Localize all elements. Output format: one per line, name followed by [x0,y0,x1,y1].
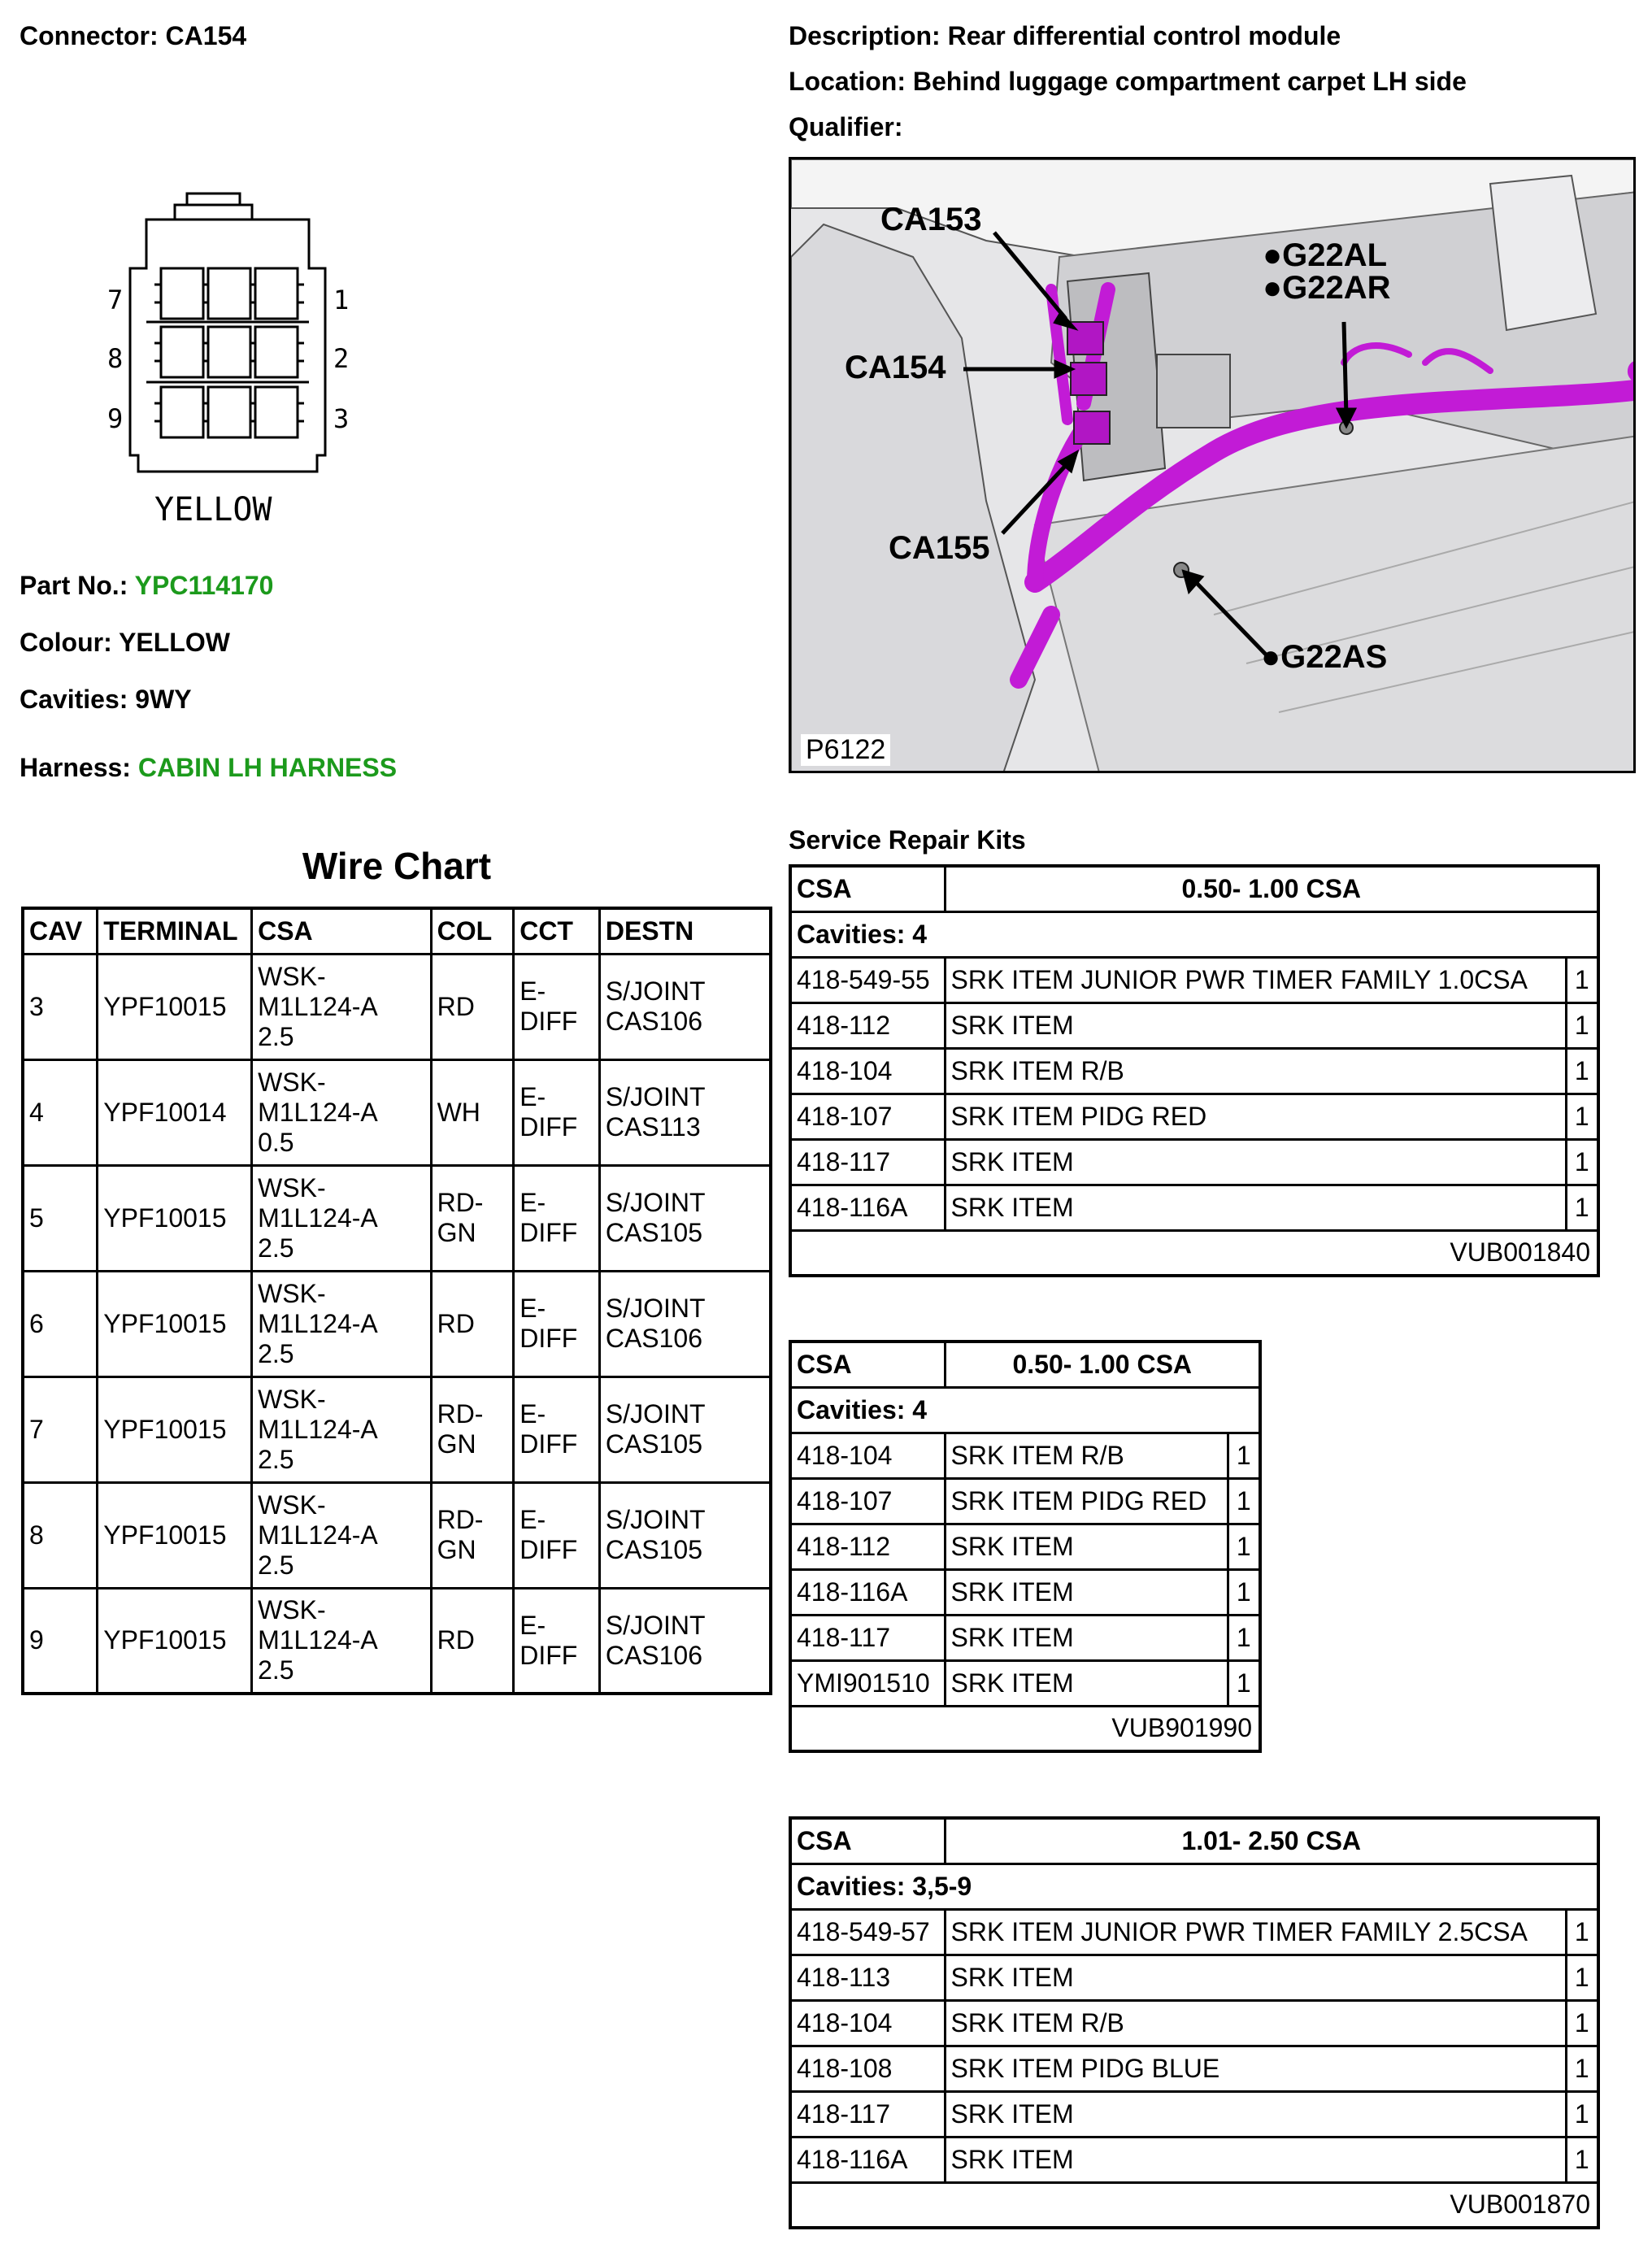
colour: Colour: YELLOW [20,628,230,657]
kit-item-description: SRK ITEM [945,2091,1566,2137]
kit-item-description: SRK ITEM R/B [945,1048,1566,1094]
kit-item-row [790,1185,1598,1230]
kit-item-code: 418-112 [790,1524,945,1569]
kit-item-code: YMI901510 [790,1660,945,1706]
kit-csa-label: CSA [790,866,945,911]
callout-ca155: CA155 [889,530,990,566]
cell-destn: S/JOINT CAS105 [599,1376,771,1482]
kit-item-code: 418-549-57 [790,1909,945,1955]
cell-cav: 7 [23,1376,98,1482]
kit-item-qty: 1 [1566,2046,1598,2091]
kit-item-row [790,1433,1260,1478]
cell-cct: E- DIFF [514,1588,600,1694]
kit-item-description: SRK ITEM PIDG RED [945,1478,1228,1524]
photo-reference: P6122 [801,734,890,766]
cell-col: RD [431,1271,514,1376]
kit-item-qty: 1 [1228,1478,1260,1524]
kit-item-row [790,2000,1598,2046]
kit-item-qty: 1 [1566,1002,1598,1048]
pin-2-label: 2 [333,343,350,374]
kit-item-code: 418-116A [790,1185,945,1230]
kit-cavities-row [790,911,1598,957]
kit-item-code: 418-104 [790,1433,945,1478]
cell-col: RD [431,1588,514,1694]
kit-csa-label: CSA [790,1342,945,1387]
kit-item-description: SRK ITEM PIDG BLUE [945,2046,1566,2091]
kit-item-code: 418-117 [790,1139,945,1185]
cell-cav: 3 [23,954,98,1059]
cell-destn: S/JOINT CAS113 [599,1059,771,1165]
repair-kit-table [789,864,1600,1277]
kit-item-code: 418-107 [790,1094,945,1139]
kit-item-code: 418-108 [790,2046,945,2091]
callout-ca153: CA153 [880,202,982,237]
cell-col: RD- GN [431,1482,514,1588]
header-cav: CAV [23,908,98,954]
cell-cct: E- DIFF [514,1482,600,1588]
kit-item-description: SRK ITEM [945,1524,1228,1569]
wire-chart-header-row [23,908,771,954]
kit-header-row [790,1342,1260,1387]
kit-item-qty: 1 [1228,1524,1260,1569]
cell-cav: 9 [23,1588,98,1694]
location: Location: Behind luggage compartment carpet LH side [789,67,1467,96]
cell-csa: WSK- M1L124-A 2.5 [252,954,431,1059]
header-col: COL [431,908,514,954]
repair-kit-table [789,1340,1262,1753]
kit-item-description: SRK ITEM R/B [945,1433,1228,1478]
kit-item-qty: 1 [1566,1185,1598,1230]
wire-chart-row [23,954,771,1059]
kit-footer-row [790,1230,1598,1276]
cell-terminal: YPF10015 [98,1165,252,1271]
kit-item-description: SRK ITEM R/B [945,2000,1566,2046]
kit-item-code: 418-104 [790,2000,945,2046]
kit-csa-range: 1.01- 2.50 CSA [945,1818,1598,1863]
kit-item-code: 418-549-55 [790,957,945,1002]
callout-g22ar: ●G22AR [1263,270,1391,306]
kit-item-qty: 1 [1566,1909,1598,1955]
callout-ca154: CA154 [845,350,946,385]
kit-header-row [790,866,1598,911]
kit-csa-label: CSA [790,1818,945,1863]
qualifier: Qualifier: [789,112,903,141]
kit-number: VUB001840 [790,1230,1598,1276]
cell-destn: S/JOINT CAS106 [599,1271,771,1376]
kit-item-code: 418-116A [790,1569,945,1615]
pin-7-label: 7 [107,285,124,315]
cell-csa: WSK- M1L124-A 2.5 [252,1165,431,1271]
kit-cavities: Cavities: 3,5-9 [790,1863,1598,1909]
kit-csa-range: 0.50- 1.00 CSA [945,1342,1260,1387]
kit-item-code: 418-116A [790,2137,945,2182]
kit-item-row [790,1139,1598,1185]
wire-chart-title: Wire Chart [302,845,492,887]
cell-terminal: YPF10014 [98,1059,252,1165]
kit-item-row [790,1615,1260,1660]
kit-item-qty: 1 [1566,957,1598,1002]
kit-item-description: SRK ITEM [945,2137,1566,2182]
kit-item-description: SRK ITEM PIDG RED [945,1094,1566,1139]
service-repair-kits-title: Service Repair Kits [789,825,1026,855]
cell-col: RD- GN [431,1165,514,1271]
pin-1-label: 1 [333,285,350,315]
kit-cavities: Cavities: 4 [790,911,1598,957]
header-terminal: TERMINAL [98,908,252,954]
cell-terminal: YPF10015 [98,1376,252,1482]
cell-csa: WSK- M1L124-A 0.5 [252,1059,431,1165]
kit-item-row [790,2046,1598,2091]
cell-destn: S/JOINT CAS105 [599,1482,771,1588]
kit-item-code: 418-117 [790,1615,945,1660]
kit-item-row [790,1955,1598,2000]
kit-item-qty: 1 [1566,2000,1598,2046]
cell-cct: E- DIFF [514,954,600,1059]
kit-item-row [790,2091,1598,2137]
cell-cct: E- DIFF [514,1271,600,1376]
kit-item-description: SRK ITEM [945,1139,1566,1185]
kit-item-qty: 1 [1566,2091,1598,2137]
pin-8-label: 8 [107,343,124,374]
kit-footer-row [790,1706,1260,1751]
wire-chart-row [23,1165,771,1271]
kit-item-row [790,1524,1260,1569]
kit-item-code: 418-104 [790,1048,945,1094]
cell-cav: 8 [23,1482,98,1588]
face-colour-caption: YELLOW [154,491,272,528]
header-cct: CCT [514,908,600,954]
cavities: Cavities: 9WY [20,685,192,714]
cell-cct: E- DIFF [514,1059,600,1165]
kit-header-row [790,1818,1598,1863]
kit-cavities-row [790,1387,1260,1433]
kit-item-description: SRK ITEM [945,1569,1228,1615]
wire-chart-table [21,907,772,1695]
callout-g22as: ●G22AS [1261,639,1388,675]
kit-item-qty: 1 [1228,1660,1260,1706]
location-photo [789,157,1636,773]
cell-col: RD- GN [431,1376,514,1482]
kit-item-row [790,1909,1598,1955]
pin-9-label: 9 [107,403,124,434]
connector-face-diagram [89,187,366,528]
kit-cavities: Cavities: 4 [790,1387,1260,1433]
repair-kit-table [789,1816,1600,2229]
cell-destn: S/JOINT CAS106 [599,954,771,1059]
cell-col: RD [431,954,514,1059]
cell-destn: S/JOINT CAS106 [599,1588,771,1694]
wire-chart-row [23,1059,771,1165]
kit-item-row [790,1094,1598,1139]
kit-item-description: SRK ITEM [945,1615,1228,1660]
kit-item-row [790,2137,1598,2182]
cell-terminal: YPF10015 [98,1588,252,1694]
kit-item-description: SRK ITEM [945,1002,1566,1048]
cell-cav: 6 [23,1271,98,1376]
kit-item-qty: 1 [1228,1569,1260,1615]
cell-csa: WSK- M1L124-A 2.5 [252,1482,431,1588]
kit-cavities-row [790,1863,1598,1909]
kit-item-row [790,1048,1598,1094]
kit-item-qty: 1 [1228,1433,1260,1478]
cell-destn: S/JOINT CAS105 [599,1165,771,1271]
kit-item-qty: 1 [1566,1139,1598,1185]
kit-item-qty: 1 [1566,1094,1598,1139]
kit-item-code: 418-113 [790,1955,945,2000]
cell-col: WH [431,1059,514,1165]
pin-3-label: 3 [333,403,350,434]
kit-item-description: SRK ITEM JUNIOR PWR TIMER FAMILY 2.5CSA [945,1909,1566,1955]
cell-cct: E- DIFF [514,1165,600,1271]
kit-item-row [790,1569,1260,1615]
kit-footer-row [790,2182,1598,2228]
wire-chart-row [23,1588,771,1694]
kit-item-qty: 1 [1566,1048,1598,1094]
connector-id: Connector: CA154 [20,21,247,50]
cell-cav: 4 [23,1059,98,1165]
kit-item-description: SRK ITEM JUNIOR PWR TIMER FAMILY 1.0CSA [945,957,1566,1002]
kit-item-qty: 1 [1566,1955,1598,2000]
kit-item-description: SRK ITEM [945,1955,1566,2000]
kit-number: VUB001870 [790,2182,1598,2228]
header-csa: CSA [252,908,431,954]
part-number: Part No.: YPC114170 [20,571,274,600]
kit-number: VUB901990 [790,1706,1260,1751]
harness: Harness: CABIN LH HARNESS [20,753,398,782]
kit-item-code: 418-107 [790,1478,945,1524]
cell-terminal: YPF10015 [98,1271,252,1376]
kit-item-qty: 1 [1228,1615,1260,1660]
kit-item-code: 418-117 [790,2091,945,2137]
cell-cct: E- DIFF [514,1376,600,1482]
cell-terminal: YPF10015 [98,954,252,1059]
kit-item-code: 418-112 [790,1002,945,1048]
kit-item-qty: 1 [1566,2137,1598,2182]
kit-item-description: SRK ITEM [945,1185,1566,1230]
header-destn: DESTN [599,908,771,954]
cell-cav: 5 [23,1165,98,1271]
wire-chart-row [23,1376,771,1482]
kit-item-row [790,1660,1260,1706]
cell-csa: WSK- M1L124-A 2.5 [252,1271,431,1376]
cell-terminal: YPF10015 [98,1482,252,1588]
kit-item-row [790,957,1598,1002]
wire-chart-row [23,1482,771,1588]
kit-item-row [790,1002,1598,1048]
kit-csa-range: 0.50- 1.00 CSA [945,866,1598,911]
kit-item-description: SRK ITEM [945,1660,1228,1706]
description: Description: Rear differential control module [789,21,1341,50]
cell-csa: WSK- M1L124-A 2.5 [252,1588,431,1694]
callout-g22al: ●G22AL [1263,237,1388,273]
kit-item-row [790,1478,1260,1524]
cell-csa: WSK- M1L124-A 2.5 [252,1376,431,1482]
wire-chart-row [23,1271,771,1376]
